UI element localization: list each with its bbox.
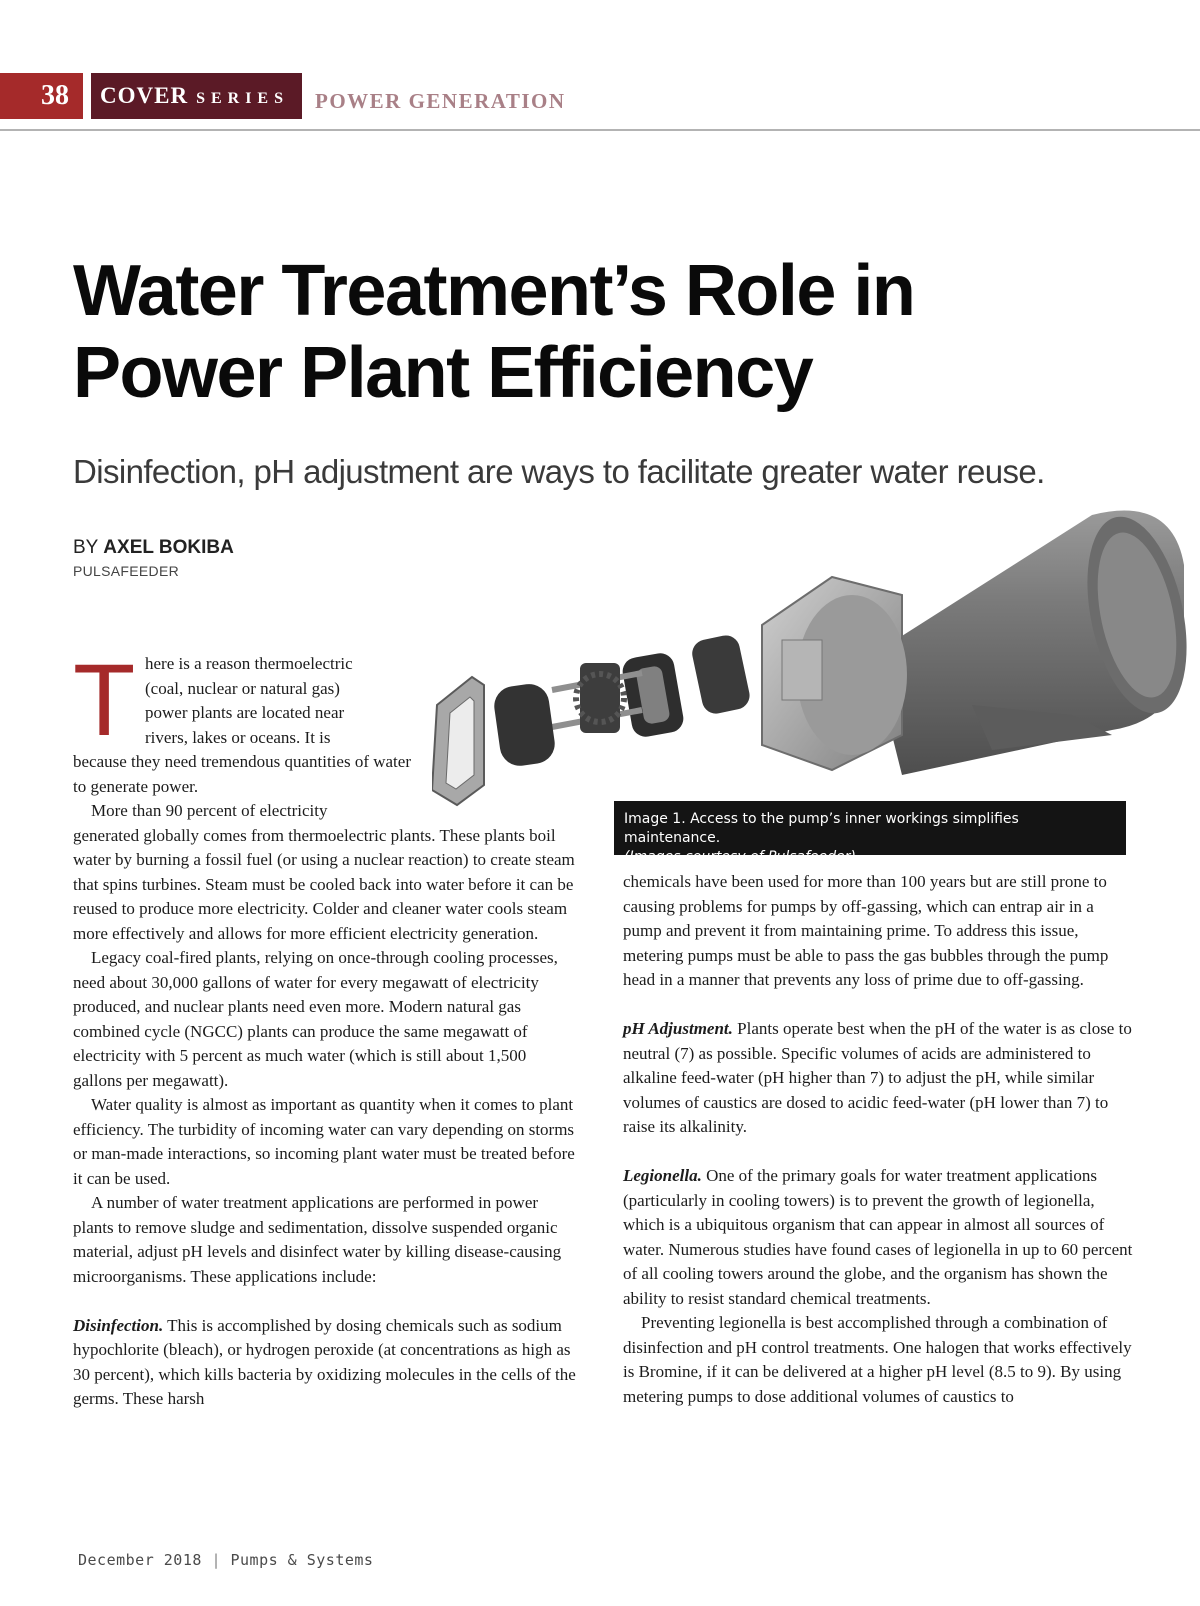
image-caption — [614, 801, 1126, 865]
byline — [73, 537, 234, 559]
intro-line: rivers, lakes or oceans. It is — [145, 727, 331, 747]
motor-housing — [872, 508, 1192, 775]
byline-prefix: BY — [73, 537, 99, 558]
disinfection-paragraph — [73, 1314, 579, 1412]
left-column — [73, 643, 579, 1412]
caption-text: Image 1. Access to the pump’s inner workings simplifies maintenance. — [624, 811, 1019, 846]
topic-label: POWER GENERATION — [315, 89, 566, 113]
intro-paragraph-rest: because they need tremendous quantities of water to generate power. — [73, 752, 411, 796]
paragraph-2-first: More than 90 percent of electricity — [91, 801, 328, 820]
intro-line: power plants are located near — [145, 703, 345, 722]
rotor-ring — [620, 651, 685, 739]
article-subtitle: Disinfection, pH adjustment are ways to facilitate greater water reuse. — [73, 453, 1045, 490]
footer-separator: | — [211, 1551, 221, 1569]
page-header — [0, 73, 1200, 131]
author-affiliation: PULSAFEEDER — [73, 563, 179, 579]
article-title — [73, 250, 1073, 414]
intro-line: here is a reason thermoelectric — [145, 654, 353, 673]
legionella-prevention-paragraph: Preventing legionella is best accomplished through a combination of disinfection and pH control treatments. One halogen that works effectively is Bromine, if it can be delivered at a higher pH level (8.5 to 9). By using metering pumps to dose additional volumes of caustics to — [623, 1313, 1132, 1406]
header-divider — [0, 129, 1200, 131]
ph-text: Plants operate best when the pH of the water is as close to neutral (7) as possible. Specific volumes of acids are administered to alkaline feed-water (pH higher than 7) to adjust the pH, while similar volumes of caustics are dosed to acidic feed-water (pH lower than 7) to raise its alkalinity. — [623, 1019, 1132, 1136]
right-column — [623, 870, 1133, 1409]
intro-line: (coal, nuclear or natural gas) — [145, 678, 340, 698]
paragraph-3: Legacy coal-fired plants, relying on once-through cooling processes, need about 30,000 gallons of water for every megawatt of electricity produced, and nuclear plants need even more. Modern natural gas combined cycle (NGCC) plants can produce the same megawatt of electricity with 5 percent as much water (which is still about 1,500 gallons per megawatt). — [73, 948, 558, 1090]
disinfection-continued: chemicals have been used for more than 100 years but are still prone to causing problems for pumps by off-gassing, which can entrap air in a pump and prevent it from maintaining prime. To address this issue, metering pumps must be able to pass the gas bubbles through the pump head in a manner that prevents any loss of prime due to off-gassing. — [623, 872, 1109, 989]
legionella-heading: Legionella. — [623, 1166, 702, 1185]
section-cover-label: COVER — [100, 83, 189, 108]
drop-cap: T — [73, 643, 136, 757]
author-name: AXEL BOKIBA — [103, 537, 234, 558]
title-line-1: Water Treatment’s Role in — [73, 251, 915, 331]
section-series-label: SERIES — [196, 90, 289, 107]
paragraph-5: A number of water treatment applications are performed in power plants to remove sludge and sedimentation, dissolve suspended organic material, adjust pH levels and disinfect water by killing disease-causing microorganisms. These applications include: — [73, 1193, 562, 1286]
section-label — [91, 73, 302, 119]
paragraph-4: Water quality is almost as important as quantity when it comes to plant efficiency. The turbidity of incoming water can vary depending on storms or man-made interactions, so incoming plant water must be treated before it can be used. — [73, 1095, 575, 1188]
ph-paragraph — [623, 1017, 1133, 1140]
intro-lines — [145, 652, 353, 750]
page-number: 38 — [0, 73, 83, 119]
title-line-2: Power Plant Efficiency — [73, 333, 813, 413]
ph-heading: pH Adjustment. — [623, 1019, 733, 1038]
issue-date: December 2018 — [78, 1551, 202, 1569]
legionella-text: One of the primary goals for water treatment applications (particularly in cooling towers) is to prevent the growth of legionella, which is a ubiquitous organism that can appear in almost all sources of water. Numerous studies have found cases of legionella in up to 60 percent of all cooling towers around the globe, and the organism has shown the ability to resist standard chemical treatments. — [623, 1166, 1133, 1308]
paragraph-2: generated globally comes from thermoelectric plants. These plants boil water by burning a fossil fuel (or using a nuclear reaction) to create steam that spins turbines. Steam must be cooled back into water before it can be reused to produce more electricity. Colder and cleaner water cools steam more effectively and allows for more efficient electricity generation. — [73, 825, 575, 943]
intro-paragraph-top — [73, 643, 579, 757]
caption-credit: (Images courtesy of Pulsafeeder) — [624, 849, 856, 865]
disinfection-heading: Disinfection. — [73, 1315, 164, 1335]
page-footer — [78, 1551, 373, 1569]
disinfection-text: This is accomplished by dosing chemicals such as sodium hypochlorite (bleach), or hydrogen peroxide (at concentrations as high as 30 percent), which kills bacteria by oxidizing molecules in the cells of the germs. These harsh — [73, 1315, 576, 1408]
pump-adapter — [762, 577, 907, 770]
magazine-name: Pumps & Systems — [230, 1551, 374, 1569]
legionella-paragraph — [623, 1164, 1133, 1311]
